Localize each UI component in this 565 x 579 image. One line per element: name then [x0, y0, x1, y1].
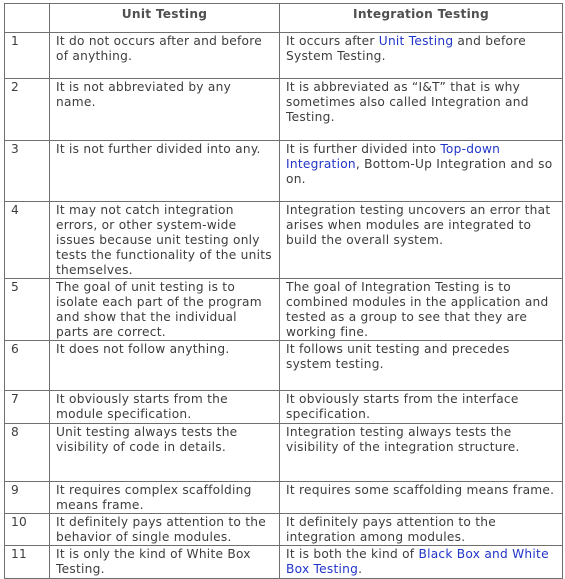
unit-testing-cell: It obviously starts from the module specification. [50, 391, 280, 424]
integration-testing-cell: It is abbreviated as “I&T” that is why sometimes also called Integration and Testing. [280, 79, 563, 141]
table-row [5, 141, 563, 202]
table-row [5, 79, 563, 141]
cell-text: It is further divided into [286, 142, 441, 156]
table-row [5, 202, 563, 279]
table-row [5, 546, 563, 579]
header-unit-testing: Unit Testing [50, 4, 280, 33]
row-number: 10 [5, 514, 50, 546]
comparison-table-container [4, 3, 562, 579]
cell-text: and before System Testing. [286, 34, 526, 63]
unit-testing-cell: It definitely pays attention to the behavior of single modules. [50, 514, 280, 546]
table-row [5, 279, 563, 341]
cell-text: It occurs after [286, 34, 379, 48]
row-number: 8 [5, 424, 50, 482]
integration-testing-cell: Integration testing uncovers an error that arises when modules are integrated to build the overall system. [280, 202, 563, 279]
top-down-integration-link[interactable]: Top-down Integration [286, 142, 501, 171]
unit-testing-cell: It does not follow anything. [50, 341, 280, 391]
table-row [5, 391, 563, 424]
comparison-table [4, 3, 563, 579]
unit-testing-cell: It is not abbreviated by any name. [50, 79, 280, 141]
cell-text: . [358, 562, 363, 576]
table-row [5, 514, 563, 546]
row-number: 3 [5, 141, 50, 202]
black-box-white-box-testing-link[interactable]: Black Box and White Box Testing [286, 547, 549, 576]
unit-testing-cell: The goal of unit testing is to isolate each part of the program and show that the individual parts are correct. [50, 279, 280, 341]
unit-testing-cell: It is not further divided into any. [50, 141, 280, 202]
cell-text: , Bottom-Up Integration and so on. [286, 157, 553, 186]
table-row [5, 33, 563, 79]
row-number: 2 [5, 79, 50, 141]
cell-text: It is both the kind of [286, 547, 419, 561]
integration-testing-cell [280, 33, 563, 79]
integration-testing-cell: It definitely pays attention to the integration among modules. [280, 514, 563, 546]
integration-testing-cell [280, 546, 563, 579]
unit-testing-cell: Unit testing always tests the visibility of code in details. [50, 424, 280, 482]
table-row [5, 424, 563, 482]
integration-testing-cell: The goal of Integration Testing is to combined modules in the application and tested as a group to see that they are working fine. [280, 279, 563, 341]
integration-testing-cell: It requires some scaffolding means frame. [280, 482, 563, 514]
integration-testing-cell [280, 141, 563, 202]
header-integration-testing: Integration Testing [280, 4, 563, 33]
row-number: 5 [5, 279, 50, 341]
row-number: 9 [5, 482, 50, 514]
table-row [5, 341, 563, 391]
unit-testing-cell: It requires complex scaffolding means frame. [50, 482, 280, 514]
unit-testing-cell: It is only the kind of White Box Testing. [50, 546, 280, 579]
unit-testing-cell: It do not occurs after and before of anything. [50, 33, 280, 79]
header-number [5, 4, 50, 33]
unit-testing-cell: It may not catch integration errors, or other system-wide issues because unit testing only tests the functionality of the units themselves. [50, 202, 280, 279]
integration-testing-cell: Integration testing always tests the visibility of the integration structure. [280, 424, 563, 482]
row-number: 4 [5, 202, 50, 279]
unit-testing-link[interactable]: Unit Testing [378, 34, 454, 48]
row-number: 6 [5, 341, 50, 391]
integration-testing-cell: It obviously starts from the interface specification. [280, 391, 563, 424]
integration-testing-cell: It follows unit testing and precedes system testing. [280, 341, 563, 391]
row-number: 1 [5, 33, 50, 79]
table-header-row [5, 4, 563, 33]
row-number: 7 [5, 391, 50, 424]
row-number: 11 [5, 546, 50, 579]
table-row [5, 482, 563, 514]
